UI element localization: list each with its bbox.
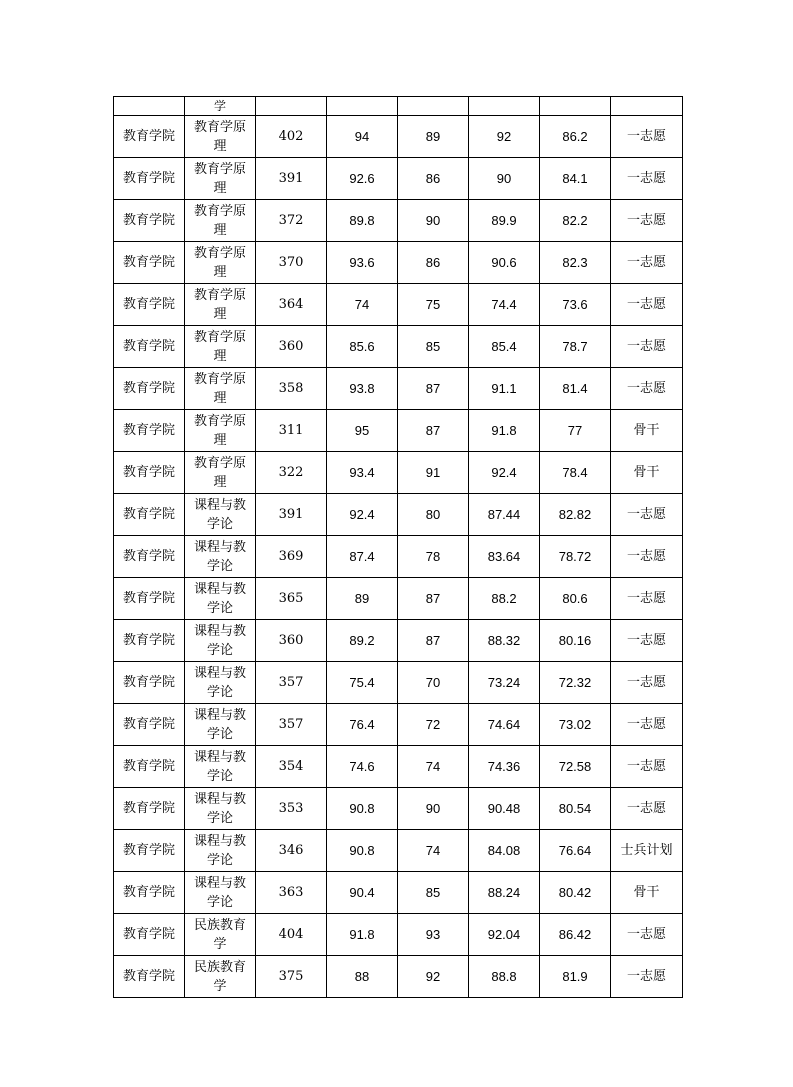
total-score-cell: 375 bbox=[256, 956, 327, 998]
table-row bbox=[114, 200, 683, 242]
score-2-cell: 89 bbox=[398, 116, 469, 158]
total-score-cell: 360 bbox=[256, 620, 327, 662]
score-1-cell: 93.4 bbox=[327, 452, 398, 494]
major-line-1: 教育学原 bbox=[193, 203, 246, 219]
score-3-cell: 87.44 bbox=[469, 494, 540, 536]
score-1-cell: 90.4 bbox=[327, 872, 398, 914]
total-score-cell: 358 bbox=[256, 368, 327, 410]
score-4-cell: 72.58 bbox=[540, 746, 611, 788]
score-3-cell: 73.24 bbox=[469, 662, 540, 704]
score-2-cell: 74 bbox=[398, 830, 469, 872]
major-line-1: 课程与教 bbox=[193, 791, 246, 807]
college-cell: 教育学院 bbox=[114, 830, 185, 872]
score-1-cell: 90.8 bbox=[327, 788, 398, 830]
major-line-2: 学论 bbox=[206, 768, 233, 784]
score-4-cell: 81.4 bbox=[540, 368, 611, 410]
table-row bbox=[114, 830, 683, 872]
score-2-cell: 70 bbox=[398, 662, 469, 704]
college-cell: 教育学院 bbox=[114, 410, 185, 452]
total-score-cell: 404 bbox=[256, 914, 327, 956]
total-score-cell: 364 bbox=[256, 284, 327, 326]
score-3-cell: 83.64 bbox=[469, 536, 540, 578]
score-1-cell: 91.8 bbox=[327, 914, 398, 956]
score-2-cell: 74 bbox=[398, 746, 469, 788]
major-cell bbox=[185, 704, 256, 746]
score-1-cell: 95 bbox=[327, 410, 398, 452]
score-3-cell: 88.32 bbox=[469, 620, 540, 662]
score-2-cell: 91 bbox=[398, 452, 469, 494]
score-2-cell: 72 bbox=[398, 704, 469, 746]
score-1-cell: 76.4 bbox=[327, 704, 398, 746]
major-cell bbox=[185, 956, 256, 998]
major-line-1: 课程与教 bbox=[193, 749, 246, 765]
major-cell bbox=[185, 494, 256, 536]
major-cell bbox=[185, 158, 256, 200]
table-row bbox=[114, 704, 683, 746]
admission-type-cell: 士兵计划 bbox=[611, 830, 683, 872]
major-cell bbox=[185, 536, 256, 578]
score-2-cell: 90 bbox=[398, 200, 469, 242]
college-cell: 教育学院 bbox=[114, 578, 185, 620]
score-1-cell: 75.4 bbox=[327, 662, 398, 704]
total-score-cell: 353 bbox=[256, 788, 327, 830]
total-score-cell: 391 bbox=[256, 494, 327, 536]
table-row bbox=[114, 788, 683, 830]
major-cell bbox=[185, 830, 256, 872]
table-row bbox=[114, 578, 683, 620]
major-line-1: 教育学原 bbox=[193, 119, 246, 135]
total-score-cell: 360 bbox=[256, 326, 327, 368]
score-1-cell: 74 bbox=[327, 284, 398, 326]
college-cell: 教育学院 bbox=[114, 158, 185, 200]
score-3-cell: 88.24 bbox=[469, 872, 540, 914]
score-4-cell: 73.02 bbox=[540, 704, 611, 746]
table-row bbox=[114, 872, 683, 914]
total-score-cell: 363 bbox=[256, 872, 327, 914]
score-4-cell: 76.64 bbox=[540, 830, 611, 872]
major-line-2: 学 bbox=[213, 978, 227, 994]
college-cell: 教育学院 bbox=[114, 494, 185, 536]
score-1-cell: 89.2 bbox=[327, 620, 398, 662]
header-cell bbox=[469, 97, 540, 116]
header-cell bbox=[611, 97, 683, 116]
score-4-cell: 80.6 bbox=[540, 578, 611, 620]
major-line-2: 理 bbox=[213, 138, 227, 154]
admission-type-cell: 一志愿 bbox=[611, 578, 683, 620]
total-score-cell: 354 bbox=[256, 746, 327, 788]
score-3-cell: 92.4 bbox=[469, 452, 540, 494]
score-2-cell: 90 bbox=[398, 788, 469, 830]
total-score-cell: 365 bbox=[256, 578, 327, 620]
score-2-cell: 87 bbox=[398, 620, 469, 662]
score-3-cell: 74.64 bbox=[469, 704, 540, 746]
admission-type-cell: 一志愿 bbox=[611, 788, 683, 830]
table-row bbox=[114, 452, 683, 494]
table-row bbox=[114, 368, 683, 410]
major-line-1: 课程与教 bbox=[193, 665, 246, 681]
major-line-2: 学论 bbox=[206, 852, 233, 868]
major-line-2: 学论 bbox=[206, 516, 233, 532]
score-2-cell: 75 bbox=[398, 284, 469, 326]
admission-type-cell: 一志愿 bbox=[611, 116, 683, 158]
score-2-cell: 93 bbox=[398, 914, 469, 956]
score-4-cell: 86.2 bbox=[540, 116, 611, 158]
score-2-cell: 92 bbox=[398, 956, 469, 998]
total-score-cell: 357 bbox=[256, 704, 327, 746]
admission-type-cell: 一志愿 bbox=[611, 746, 683, 788]
score-2-cell: 85 bbox=[398, 872, 469, 914]
table-row bbox=[114, 746, 683, 788]
college-cell: 教育学院 bbox=[114, 536, 185, 578]
major-line-1: 教育学原 bbox=[193, 245, 246, 261]
college-cell: 教育学院 bbox=[114, 704, 185, 746]
college-cell: 教育学院 bbox=[114, 452, 185, 494]
table-row bbox=[114, 956, 683, 998]
score-3-cell: 89.9 bbox=[469, 200, 540, 242]
total-score-cell: 391 bbox=[256, 158, 327, 200]
major-cell bbox=[185, 620, 256, 662]
admission-type-cell: 骨干 bbox=[611, 452, 683, 494]
table-row bbox=[114, 410, 683, 452]
major-cell bbox=[185, 872, 256, 914]
major-cell bbox=[185, 242, 256, 284]
table-row bbox=[114, 914, 683, 956]
major-line-1: 教育学原 bbox=[193, 161, 246, 177]
score-3-cell: 90.48 bbox=[469, 788, 540, 830]
table-row bbox=[114, 494, 683, 536]
header-cell bbox=[398, 97, 469, 116]
score-4-cell: 82.2 bbox=[540, 200, 611, 242]
major-line-1: 民族教育 bbox=[193, 917, 246, 933]
admission-type-cell: 一志愿 bbox=[611, 914, 683, 956]
total-score-cell: 311 bbox=[256, 410, 327, 452]
score-4-cell: 78.4 bbox=[540, 452, 611, 494]
total-score-cell: 357 bbox=[256, 662, 327, 704]
major-line-1: 课程与教 bbox=[193, 707, 246, 723]
score-2-cell: 86 bbox=[398, 242, 469, 284]
college-cell: 教育学院 bbox=[114, 242, 185, 284]
major-line-1: 课程与教 bbox=[193, 539, 246, 555]
score-1-cell: 94 bbox=[327, 116, 398, 158]
score-1-cell: 92.6 bbox=[327, 158, 398, 200]
score-4-cell: 81.9 bbox=[540, 956, 611, 998]
major-cell bbox=[185, 662, 256, 704]
major-line-2: 学论 bbox=[206, 810, 233, 826]
college-cell: 教育学院 bbox=[114, 662, 185, 704]
major-cell bbox=[185, 284, 256, 326]
college-cell: 教育学院 bbox=[114, 326, 185, 368]
major-line-1: 课程与教 bbox=[193, 581, 246, 597]
total-score-cell: 322 bbox=[256, 452, 327, 494]
admission-type-cell: 一志愿 bbox=[611, 536, 683, 578]
score-table bbox=[113, 96, 683, 998]
major-line-2: 理 bbox=[213, 180, 227, 196]
admission-type-cell: 一志愿 bbox=[611, 620, 683, 662]
score-1-cell: 89 bbox=[327, 578, 398, 620]
score-4-cell: 84.1 bbox=[540, 158, 611, 200]
major-line-2: 学论 bbox=[206, 600, 233, 616]
score-3-cell: 90.6 bbox=[469, 242, 540, 284]
header-cell bbox=[327, 97, 398, 116]
score-4-cell: 80.54 bbox=[540, 788, 611, 830]
major-line-1: 教育学原 bbox=[193, 329, 246, 345]
score-4-cell: 78.72 bbox=[540, 536, 611, 578]
admission-type-cell: 一志愿 bbox=[611, 200, 683, 242]
score-3-cell: 74.36 bbox=[469, 746, 540, 788]
admission-type-cell: 一志愿 bbox=[611, 662, 683, 704]
table-row bbox=[114, 284, 683, 326]
table-row bbox=[114, 116, 683, 158]
score-2-cell: 86 bbox=[398, 158, 469, 200]
score-3-cell: 91.1 bbox=[469, 368, 540, 410]
major-cell bbox=[185, 200, 256, 242]
major-line-2: 理 bbox=[213, 348, 227, 364]
score-1-cell: 87.4 bbox=[327, 536, 398, 578]
major-cell bbox=[185, 116, 256, 158]
score-1-cell: 92.4 bbox=[327, 494, 398, 536]
score-2-cell: 87 bbox=[398, 578, 469, 620]
admission-type-cell: 一志愿 bbox=[611, 326, 683, 368]
score-3-cell: 92 bbox=[469, 116, 540, 158]
admission-type-cell: 一志愿 bbox=[611, 242, 683, 284]
major-line-2: 理 bbox=[213, 222, 227, 238]
score-3-cell: 90 bbox=[469, 158, 540, 200]
score-1-cell: 90.8 bbox=[327, 830, 398, 872]
major-cell bbox=[185, 746, 256, 788]
major-line-2: 理 bbox=[213, 432, 227, 448]
admission-type-cell: 一志愿 bbox=[611, 494, 683, 536]
score-3-cell: 91.8 bbox=[469, 410, 540, 452]
major-line-1: 教育学原 bbox=[193, 287, 246, 303]
college-cell: 教育学院 bbox=[114, 368, 185, 410]
score-2-cell: 85 bbox=[398, 326, 469, 368]
major-line-1: 教育学原 bbox=[193, 413, 246, 429]
table-row bbox=[114, 620, 683, 662]
score-4-cell: 77 bbox=[540, 410, 611, 452]
total-score-cell: 372 bbox=[256, 200, 327, 242]
major-line-1: 民族教育 bbox=[193, 959, 246, 975]
score-4-cell: 80.16 bbox=[540, 620, 611, 662]
score-4-cell: 73.6 bbox=[540, 284, 611, 326]
admission-type-cell: 一志愿 bbox=[611, 956, 683, 998]
score-3-cell: 92.04 bbox=[469, 914, 540, 956]
major-cell bbox=[185, 452, 256, 494]
score-3-cell: 88.8 bbox=[469, 956, 540, 998]
major-line-1: 教育学原 bbox=[193, 371, 246, 387]
score-4-cell: 82.3 bbox=[540, 242, 611, 284]
admission-type-cell: 一志愿 bbox=[611, 368, 683, 410]
major-cell bbox=[185, 410, 256, 452]
major-line-2: 学论 bbox=[206, 726, 233, 742]
admission-type-cell: 一志愿 bbox=[611, 284, 683, 326]
score-4-cell: 82.82 bbox=[540, 494, 611, 536]
continued-header-row bbox=[114, 97, 683, 116]
score-1-cell: 93.6 bbox=[327, 242, 398, 284]
major-line-2: 理 bbox=[213, 474, 227, 490]
major-line-2: 学论 bbox=[206, 894, 233, 910]
table-row bbox=[114, 536, 683, 578]
major-cell bbox=[185, 914, 256, 956]
score-4-cell: 80.42 bbox=[540, 872, 611, 914]
major-line-1: 课程与教 bbox=[193, 833, 246, 849]
major-line-2: 理 bbox=[213, 264, 227, 280]
major-line-2: 理 bbox=[213, 306, 227, 322]
total-score-cell: 369 bbox=[256, 536, 327, 578]
score-3-cell: 85.4 bbox=[469, 326, 540, 368]
major-line-2: 学 bbox=[213, 936, 227, 952]
header-cell-major-continued: 学 bbox=[185, 97, 256, 116]
score-4-cell: 78.7 bbox=[540, 326, 611, 368]
table-row bbox=[114, 158, 683, 200]
admission-type-cell: 骨干 bbox=[611, 410, 683, 452]
major-line-1: 教育学原 bbox=[193, 455, 246, 471]
score-1-cell: 85.6 bbox=[327, 326, 398, 368]
college-cell: 教育学院 bbox=[114, 620, 185, 662]
score-2-cell: 87 bbox=[398, 410, 469, 452]
college-cell: 教育学院 bbox=[114, 914, 185, 956]
major-line-2: 学论 bbox=[206, 642, 233, 658]
score-1-cell: 88 bbox=[327, 956, 398, 998]
college-cell: 教育学院 bbox=[114, 200, 185, 242]
major-line-2: 理 bbox=[213, 390, 227, 406]
major-cell bbox=[185, 788, 256, 830]
score-2-cell: 87 bbox=[398, 368, 469, 410]
college-cell: 教育学院 bbox=[114, 746, 185, 788]
admission-type-cell: 一志愿 bbox=[611, 704, 683, 746]
college-cell: 教育学院 bbox=[114, 956, 185, 998]
total-score-cell: 346 bbox=[256, 830, 327, 872]
table-row bbox=[114, 326, 683, 368]
major-line-2: 学论 bbox=[206, 684, 233, 700]
score-2-cell: 80 bbox=[398, 494, 469, 536]
college-cell: 教育学院 bbox=[114, 116, 185, 158]
score-2-cell: 78 bbox=[398, 536, 469, 578]
header-cell bbox=[540, 97, 611, 116]
score-3-cell: 88.2 bbox=[469, 578, 540, 620]
major-cell bbox=[185, 326, 256, 368]
score-4-cell: 86.42 bbox=[540, 914, 611, 956]
college-cell: 教育学院 bbox=[114, 284, 185, 326]
admission-type-cell: 骨干 bbox=[611, 872, 683, 914]
header-cell bbox=[256, 97, 327, 116]
total-score-cell: 370 bbox=[256, 242, 327, 284]
table-row bbox=[114, 242, 683, 284]
major-cell bbox=[185, 368, 256, 410]
score-1-cell: 89.8 bbox=[327, 200, 398, 242]
college-cell: 教育学院 bbox=[114, 872, 185, 914]
admission-type-cell: 一志愿 bbox=[611, 158, 683, 200]
college-cell: 教育学院 bbox=[114, 788, 185, 830]
table-body bbox=[114, 97, 683, 998]
score-1-cell: 74.6 bbox=[327, 746, 398, 788]
major-line-1: 课程与教 bbox=[193, 875, 246, 891]
header-cell bbox=[114, 97, 185, 116]
total-score-cell: 402 bbox=[256, 116, 327, 158]
table-row bbox=[114, 662, 683, 704]
score-3-cell: 74.4 bbox=[469, 284, 540, 326]
score-1-cell: 93.8 bbox=[327, 368, 398, 410]
score-3-cell: 84.08 bbox=[469, 830, 540, 872]
major-line-2: 学论 bbox=[206, 558, 233, 574]
major-line-1: 课程与教 bbox=[193, 497, 246, 513]
major-cell bbox=[185, 578, 256, 620]
major-line-1: 课程与教 bbox=[193, 623, 246, 639]
score-4-cell: 72.32 bbox=[540, 662, 611, 704]
